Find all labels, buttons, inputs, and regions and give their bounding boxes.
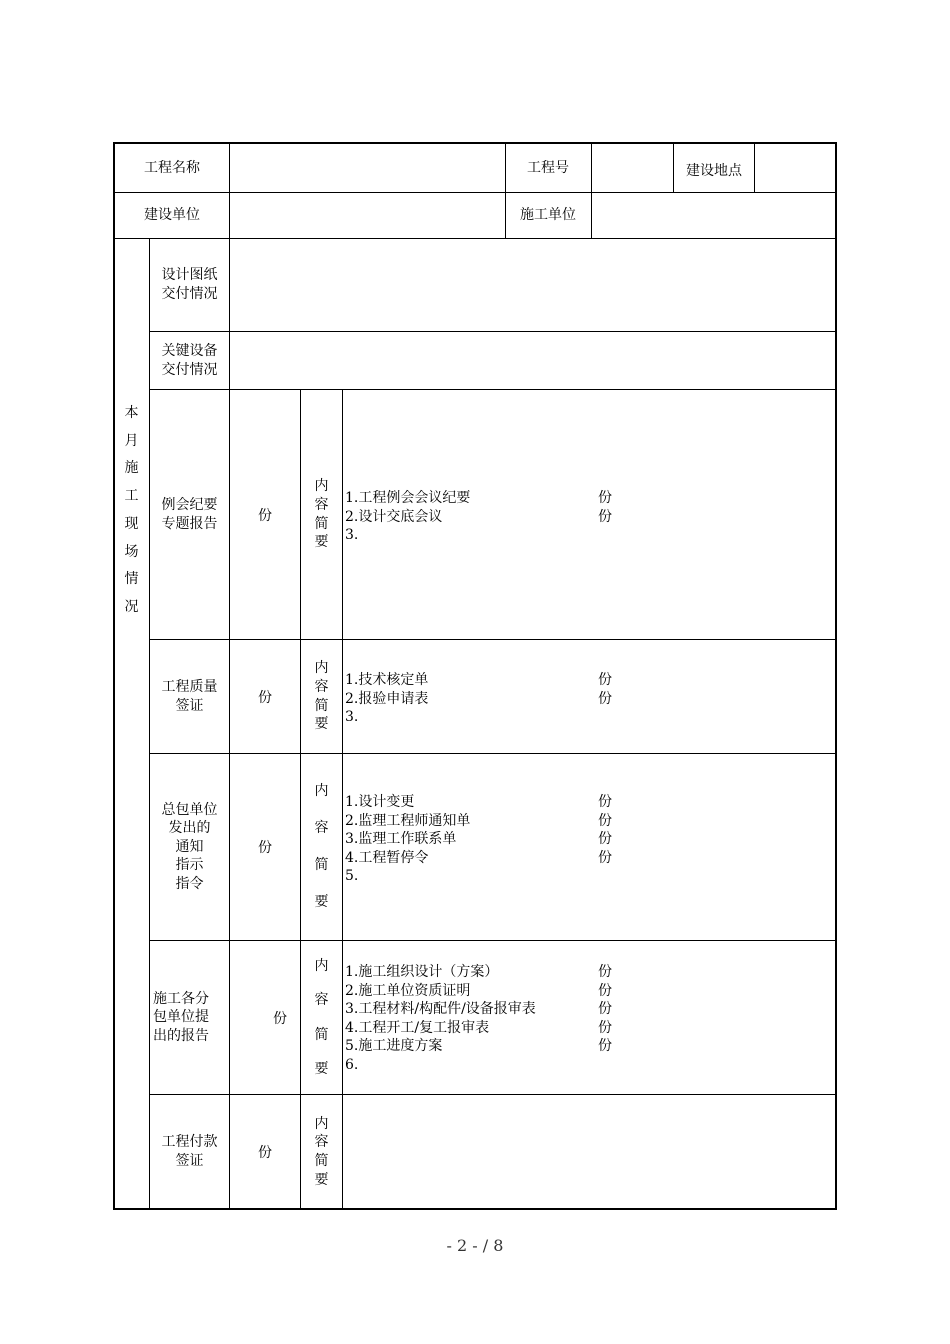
section-title-line: 签证 [175, 1153, 204, 1169]
copies-unit: 份 [258, 840, 272, 856]
list-item: 1.技术核定单 [345, 672, 429, 688]
summary-label-char: 内 [314, 783, 329, 799]
summary-label-char: 简 [314, 515, 329, 532]
contractor-label: 施工单位 [520, 207, 576, 223]
summary-label-char: 内 [314, 660, 329, 677]
side-label-char: 况 [124, 598, 139, 615]
col-divider [342, 389, 343, 1210]
list-item: 3.工程材料/构配件/设备报审表 [345, 1001, 536, 1018]
list-item: 2.报验申请表 [345, 690, 429, 707]
item-unit: 份 [598, 672, 612, 688]
section-title-design-drawings [150, 239, 229, 331]
project-no-label: 工程号 [527, 160, 569, 176]
list-item: 3.监理工作联系单 [345, 831, 457, 848]
item-list [345, 489, 470, 545]
section-title-meeting-minutes [150, 390, 229, 639]
list-item: 4.工程开工/复工报审表 [345, 1019, 490, 1036]
summary-label-char: 内 [314, 478, 329, 495]
summary-label-char: 简 [314, 1026, 329, 1043]
section-title-line: 通知 [175, 838, 204, 855]
page-number: - 2 - / 8 [446, 1236, 504, 1255]
list-item: 2.设计交底会议 [345, 508, 443, 525]
summary-label-char: 简 [314, 1153, 329, 1169]
item-unit: 份 [598, 508, 612, 525]
side-label-char: 工 [124, 488, 139, 505]
list-item: 1.施工组织设计（方案） [345, 964, 499, 980]
item-list [345, 963, 536, 1075]
copies-unit: 份 [258, 507, 272, 524]
section-title-line: 工程质量 [161, 678, 218, 695]
item-unit: 份 [598, 964, 612, 980]
section-title-line: 设计图纸 [161, 267, 218, 283]
summary-label [301, 754, 342, 940]
copies-count-label [230, 390, 300, 639]
site-label: 建设地点 [686, 163, 742, 179]
col-divider [505, 142, 506, 238]
section-title-line: 专题报告 [161, 515, 218, 532]
summary-label-char: 容 [314, 496, 329, 513]
project-name-label: 工程名称 [144, 160, 200, 176]
list-item: 3. [345, 709, 359, 726]
copies-count-label [230, 640, 300, 753]
section-title-line: 交付情况 [161, 361, 218, 378]
row-divider [149, 331, 837, 332]
list-item: 2.监理工程师通知单 [345, 812, 471, 829]
section-title-line: 包单位提 [153, 1009, 209, 1026]
section-title-line: 关键设备 [161, 342, 218, 359]
copies-unit: 份 [258, 1145, 272, 1161]
summary-label-char: 要 [314, 534, 329, 551]
side-label-this-month-site [114, 400, 149, 622]
summary-label [301, 390, 342, 639]
section-title-line: 指示 [175, 857, 204, 874]
copies-unit: 份 [273, 1010, 287, 1027]
summary-label [301, 640, 342, 753]
list-item: 4.工程暂停令 [345, 849, 429, 866]
summary-label [301, 941, 342, 1094]
copies-count-label [260, 941, 300, 1094]
col-divider [591, 142, 592, 238]
copies-unit: 份 [258, 689, 272, 706]
summary-label-char: 容 [314, 1134, 329, 1151]
summary-label-char: 容 [314, 678, 329, 695]
col-divider [673, 142, 674, 192]
section-title-line: 出的报告 [153, 1027, 209, 1044]
owner-label: 建设单位 [144, 207, 200, 223]
summary-label-char: 容 [314, 992, 329, 1008]
summary-label [301, 1095, 342, 1209]
summary-label-char: 要 [314, 716, 329, 733]
copies-count-label [230, 754, 300, 940]
section-title-line: 签证 [175, 697, 204, 714]
section-title-line: 施工各分 [153, 990, 209, 1007]
item-unit: 份 [598, 690, 612, 707]
section-title-line: 工程付款 [161, 1134, 218, 1150]
row-divider [149, 940, 837, 941]
list-item: 3. [345, 527, 359, 544]
item-unit: 份 [598, 812, 612, 829]
section-title-subcontractor-reports [150, 941, 212, 1094]
section-title-quality-visa [150, 640, 229, 753]
list-item: 6. [345, 1056, 359, 1073]
item-unit: 份 [598, 490, 612, 506]
item-unit: 份 [598, 1001, 612, 1018]
list-item: 5. [345, 868, 359, 885]
summary-label-char: 简 [314, 697, 329, 714]
list-item: 1.设计变更 [345, 794, 415, 810]
side-label-char: 情 [124, 571, 139, 588]
item-unit: 份 [598, 1038, 612, 1055]
item-unit: 份 [598, 794, 612, 810]
section-title-line: 交付情况 [161, 286, 218, 302]
summary-label-char: 内 [314, 1115, 329, 1132]
item-unit: 份 [598, 849, 612, 866]
list-item: 5.施工进度方案 [345, 1038, 443, 1055]
copies-count-label [230, 1095, 300, 1209]
item-list [345, 793, 470, 886]
section-title-line: 发出的 [168, 820, 211, 837]
row-divider [113, 192, 837, 193]
section-title-contractor-notices [150, 754, 229, 940]
side-label-char: 现 [124, 515, 139, 532]
section-title-line: 例会纪要 [161, 496, 218, 513]
item-unit: 份 [598, 831, 612, 848]
col-divider [754, 142, 755, 192]
section-title-payment-visa [150, 1095, 229, 1209]
summary-label-char: 要 [314, 1061, 329, 1077]
summary-label-char: 简 [314, 857, 329, 873]
side-label-char: 施 [124, 460, 139, 477]
item-unit-list [598, 963, 612, 1056]
item-unit: 份 [598, 982, 612, 999]
item-unit-list [598, 793, 612, 867]
list-item: 2.施工单位资质证明 [345, 982, 471, 999]
item-list [345, 671, 428, 727]
side-label-char: 本 [124, 405, 139, 421]
item-unit-list [598, 489, 612, 526]
item-unit: 份 [598, 1019, 612, 1036]
summary-label-char: 内 [314, 957, 329, 974]
summary-label-char: 要 [314, 1171, 329, 1188]
summary-label-char: 要 [314, 894, 329, 910]
section-title-line: 指令 [175, 875, 204, 892]
section-title-key-equipment [150, 332, 229, 389]
list-item: 1.工程例会会议纪要 [345, 490, 471, 506]
item-unit-list [598, 671, 612, 708]
side-label-char: 月 [124, 432, 139, 449]
side-label-char: 场 [124, 543, 139, 560]
section-title-line: 总包单位 [161, 801, 218, 818]
summary-label-char: 容 [314, 820, 329, 836]
